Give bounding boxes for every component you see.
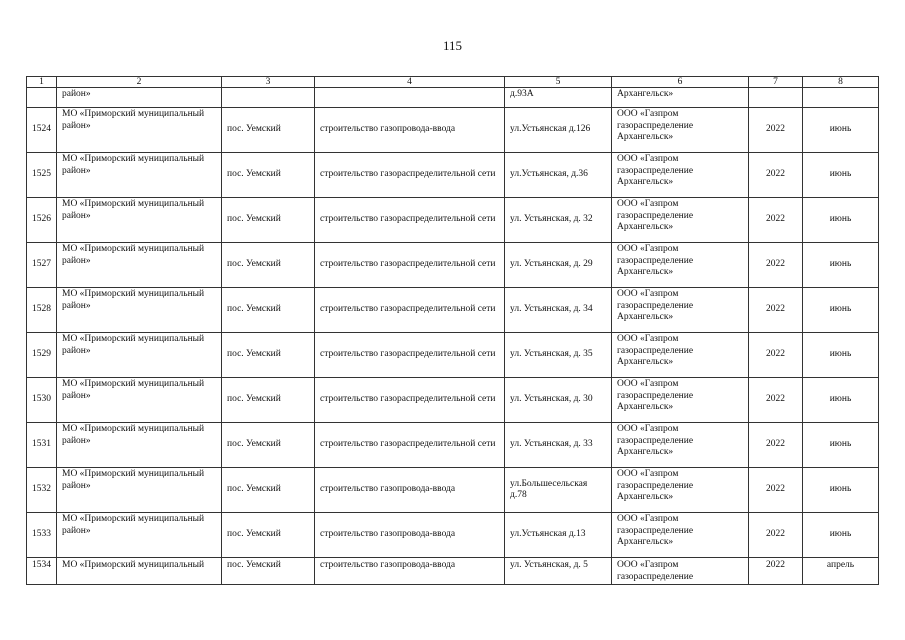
work-type-cell: строительство газопровода-ввода (315, 468, 505, 513)
organization-cell: ООО «Газпром газораспределение Архангельск» (612, 378, 749, 423)
month-cell: июнь (803, 198, 879, 243)
row-number-cell: 1533 (27, 513, 57, 558)
table-row (27, 198, 879, 243)
address-cell: ул. Устьянская, д. 5 (505, 558, 612, 585)
row-number-cell: 1529 (27, 333, 57, 378)
work-type-cell: строительство газопровода-ввода (315, 513, 505, 558)
municipality-cell: МО «Приморский муниципальный (57, 558, 222, 585)
row-number-cell: 1526 (27, 198, 57, 243)
row-number-cell: 1530 (27, 378, 57, 423)
municipality-cell: МО «Приморский муниципальный район» (57, 468, 222, 513)
table-row (27, 423, 879, 468)
month-cell: июнь (803, 468, 879, 513)
row-number-cell: 1527 (27, 243, 57, 288)
month-cell: июнь (803, 108, 879, 153)
address-cell: ул.Устьянская д.13 (505, 513, 612, 558)
work-type-cell: строительство газопровода-ввода (315, 558, 505, 585)
table-cell: район» (57, 88, 222, 108)
page-number: 115 (442, 38, 463, 53)
address-cell: ул. Устьянская, д. 35 (505, 333, 612, 378)
municipality-cell: МО «Приморский муниципальный район» (57, 108, 222, 153)
work-type-cell: строительство газораспределительной сети (315, 423, 505, 468)
month-cell: июнь (803, 378, 879, 423)
settlement-cell: пос. Уемский (222, 243, 315, 288)
municipality-cell: МО «Приморский муниципальный район» (57, 513, 222, 558)
table-row (27, 288, 879, 333)
table-cell: Архангельск» (612, 88, 749, 108)
row-number-cell: 1534 (27, 558, 57, 585)
month-cell: июнь (803, 153, 879, 198)
settlement-cell: пос. Уемский (222, 153, 315, 198)
municipality-cell: МО «Приморский муниципальный район» (57, 378, 222, 423)
registry-table (26, 76, 879, 585)
table-row (27, 378, 879, 423)
settlement-cell: пос. Уемский (222, 288, 315, 333)
month-cell: июнь (803, 288, 879, 333)
month-cell: июнь (803, 333, 879, 378)
organization-cell: ООО «Газпром газораспределение (612, 558, 749, 585)
work-type-cell: строительство газораспределительной сети (315, 333, 505, 378)
month-cell: июнь (803, 423, 879, 468)
organization-cell: ООО «Газпром газораспределение Архангельск» (612, 423, 749, 468)
municipality-cell: МО «Приморский муниципальный район» (57, 198, 222, 243)
municipality-cell: МО «Приморский муниципальный район» (57, 153, 222, 198)
table-cell (27, 88, 57, 108)
organization-cell: ООО «Газпром газораспределение Архангельск» (612, 288, 749, 333)
table-row (27, 243, 879, 288)
settlement-cell: пос. Уемский (222, 198, 315, 243)
row-number-cell: 1528 (27, 288, 57, 333)
continuation-row (27, 88, 879, 108)
column-number-cell: 5 (505, 77, 612, 88)
table-cell (315, 88, 505, 108)
table-row (27, 108, 879, 153)
organization-cell: ООО «Газпром газораспределение Архангельск» (612, 153, 749, 198)
column-number-cell: 8 (803, 77, 879, 88)
month-cell: июнь (803, 513, 879, 558)
work-type-cell: строительство газораспределительной сети (315, 243, 505, 288)
year-cell: 2022 (749, 198, 803, 243)
table-cell (222, 88, 315, 108)
address-cell: ул. Устьянская, д. 34 (505, 288, 612, 333)
work-type-cell: строительство газораспределительной сети (315, 153, 505, 198)
month-cell: апрель (803, 558, 879, 585)
work-type-cell: строительство газопровода-ввода (315, 108, 505, 153)
year-cell: 2022 (749, 423, 803, 468)
column-number-cell: 7 (749, 77, 803, 88)
row-number-cell: 1525 (27, 153, 57, 198)
table-row (27, 153, 879, 198)
table-row (27, 333, 879, 378)
settlement-cell: пос. Уемский (222, 333, 315, 378)
year-cell: 2022 (749, 108, 803, 153)
work-type-cell: строительство газораспределительной сети (315, 378, 505, 423)
address-cell: ул.Устьянская, д.36 (505, 153, 612, 198)
year-cell: 2022 (749, 378, 803, 423)
column-number-row (27, 77, 879, 88)
year-cell: 2022 (749, 468, 803, 513)
column-number-cell: 2 (57, 77, 222, 88)
organization-cell: ООО «Газпром газораспределение Архангельск» (612, 243, 749, 288)
settlement-cell: пос. Уемский (222, 558, 315, 585)
settlement-cell: пос. Уемский (222, 378, 315, 423)
column-number-cell: 4 (315, 77, 505, 88)
table-row-partial (27, 558, 879, 585)
settlement-cell: пос. Уемский (222, 513, 315, 558)
municipality-cell: МО «Приморский муниципальный район» (57, 288, 222, 333)
year-cell: 2022 (749, 288, 803, 333)
table-cell: д.93А (505, 88, 612, 108)
settlement-cell: пос. Уемский (222, 423, 315, 468)
row-number-cell: 1524 (27, 108, 57, 153)
year-cell: 2022 (749, 243, 803, 288)
municipality-cell: МО «Приморский муниципальный район» (57, 423, 222, 468)
address-cell: ул. Устьянская, д. 30 (505, 378, 612, 423)
table-cell (749, 88, 803, 108)
work-type-cell: строительство газораспределительной сети (315, 198, 505, 243)
address-cell: ул.Устьянская д.126 (505, 108, 612, 153)
row-number-cell: 1532 (27, 468, 57, 513)
year-cell: 2022 (749, 333, 803, 378)
settlement-cell: пос. Уемский (222, 468, 315, 513)
organization-cell: ООО «Газпром газораспределение Архангельск» (612, 333, 749, 378)
municipality-cell: МО «Приморский муниципальный район» (57, 333, 222, 378)
column-number-cell: 1 (27, 77, 57, 88)
column-number-cell: 3 (222, 77, 315, 88)
address-cell: ул.Большесельская д.78 (505, 468, 612, 513)
column-number-cell: 6 (612, 77, 749, 88)
table-row (27, 513, 879, 558)
table-body (27, 77, 879, 585)
table-row (27, 468, 879, 513)
settlement-cell: пос. Уемский (222, 108, 315, 153)
work-type-cell: строительство газораспределительной сети (315, 288, 505, 333)
year-cell: 2022 (749, 153, 803, 198)
year-cell: 2022 (749, 558, 803, 585)
address-cell: ул. Устьянская, д. 33 (505, 423, 612, 468)
municipality-cell: МО «Приморский муниципальный район» (57, 243, 222, 288)
address-cell: ул. Устьянская, д. 32 (505, 198, 612, 243)
row-number-cell: 1531 (27, 423, 57, 468)
organization-cell: ООО «Газпром газораспределение Архангельск» (612, 513, 749, 558)
organization-cell: ООО «Газпром газораспределение Архангельск» (612, 468, 749, 513)
organization-cell: ООО «Газпром газораспределение Архангельск» (612, 108, 749, 153)
address-cell: ул. Устьянская, д. 29 (505, 243, 612, 288)
organization-cell: ООО «Газпром газораспределение Архангельск» (612, 198, 749, 243)
month-cell: июнь (803, 243, 879, 288)
table-cell (803, 88, 879, 108)
year-cell: 2022 (749, 513, 803, 558)
